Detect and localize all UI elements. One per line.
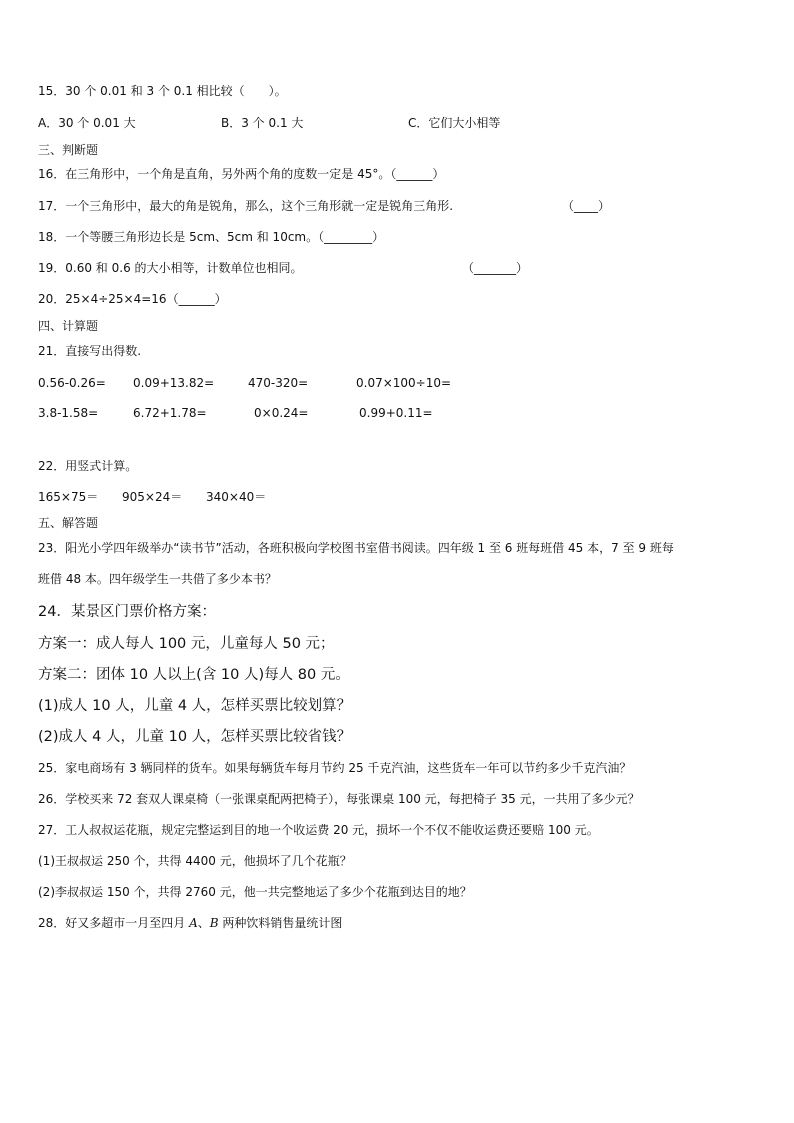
question-23-line1: 23．阳光小学四年级举办“读书节”活动，各班积极向学校图书室借书阅读。四年级 1 至 6 班每班借 45 本，7 至 9 班每: [38, 541, 674, 555]
question-27-stem: 27．工人叔叔运花瓶，规定完整运到目的地一个收运费 20 元，损坏一个不仅不能收运费还要赔 100 元。: [38, 823, 599, 837]
question-23-line2: 班借 48 本。四年级学生一共借了多少本书？: [38, 572, 277, 586]
section-heading-judgement: 三、判断题: [38, 143, 99, 157]
question-18: 18．一个等腰三角形边长是 5cm、5cm 和 10cm。（________）: [38, 230, 385, 244]
question-21-item: 470-320=: [248, 376, 309, 390]
question-15-option-b: B．3 个 0.1 大: [221, 116, 304, 130]
question-22-item: 340×40＝: [206, 490, 267, 504]
question-24-sub-2: (2)成人 4 人，儿童 10 人，怎样买票比较省钱？: [38, 729, 352, 745]
question-27-sub-2: (2)李叔叔运 150 个，共得 2760 元，他一共完整地运了多少个花瓶到达目的地？: [38, 885, 472, 899]
question-26: 26．学校买来 72 套双人课桌椅（一张课桌配两把椅子），每张课桌 100 元，每把椅子 35 元，一共用了多少元？: [38, 792, 640, 806]
question-28-suffix: 两种饮料销售量统计图: [218, 916, 343, 930]
question-21-item: 3.8-1.58=: [38, 406, 99, 420]
question-17-text: 17．一个三角形中，最大的角是锐角，那么，这个三角形就一定是锐角三角形.: [38, 199, 454, 213]
question-21-item: 0.56-0.26=: [38, 376, 106, 390]
question-20: 20．25×4÷25×4=16（______）: [38, 292, 227, 306]
question-16: 16．在三角形中，一个角是直角，另外两个角的度数一定是 45°。（______）: [38, 167, 445, 181]
question-22-stem: 22．用竖式计算。: [38, 459, 138, 473]
question-19-answer-blank: （_______）: [462, 261, 529, 275]
question-25: 25．家电商场有 3 辆同样的货车。如果每辆货车每月节约 25 千克汽油，这些货车一年可以节约多少千克汽油？: [38, 761, 632, 775]
question-15-stem: 15．30 个 0.01 和 3 个 0.1 相比较（ ）。: [38, 84, 287, 98]
question-21-item: 6.72+1.78=: [133, 406, 207, 420]
question-24-plan-2: 方案二：团体 10 人以上(含 10 人)每人 80 元。: [38, 667, 350, 683]
question-19-text: 19．0.60 和 0.6 的大小相等，计数单位也相同。: [38, 261, 303, 275]
question-24-sub-1: (1)成人 10 人，儿童 4 人，怎样买票比较划算？: [38, 698, 352, 714]
question-17-answer-blank: （____）: [562, 199, 611, 213]
question-21-item: 0.99+0.11=: [359, 406, 433, 420]
question-24-plan-1: 方案一：成人每人 100 元，儿童每人 50 元；: [38, 636, 335, 652]
question-15-option-c: C．它们大小相等: [408, 116, 501, 130]
question-28-prefix: 28．好又多超市一月至四月: [38, 916, 190, 930]
question-21-item: 0×0.24=: [254, 406, 309, 420]
section-heading-calculation: 四、计算题: [38, 319, 99, 333]
question-28-separator: 、: [197, 916, 210, 930]
question-22-item: 905×24＝: [122, 490, 183, 504]
question-21-stem: 21．直接写出得数.: [38, 344, 142, 358]
question-21-item: 0.07×100÷10=: [356, 376, 452, 390]
section-heading-word-problems: 五、解答题: [38, 516, 99, 530]
question-27-sub-1: (1)王叔叔运 250 个，共得 4400 元，他损坏了几个花瓶？: [38, 854, 352, 868]
question-28: [38, 915, 342, 931]
question-15-option-a: A．30 个 0.01 大: [38, 116, 136, 130]
variable-b: B: [209, 916, 219, 930]
question-24-stem: 24．某景区门票价格方案：: [38, 604, 216, 620]
question-22-item: 165×75＝: [38, 490, 99, 504]
variable-a: A: [189, 916, 198, 930]
question-21-item: 0.09+13.82=: [133, 376, 215, 390]
